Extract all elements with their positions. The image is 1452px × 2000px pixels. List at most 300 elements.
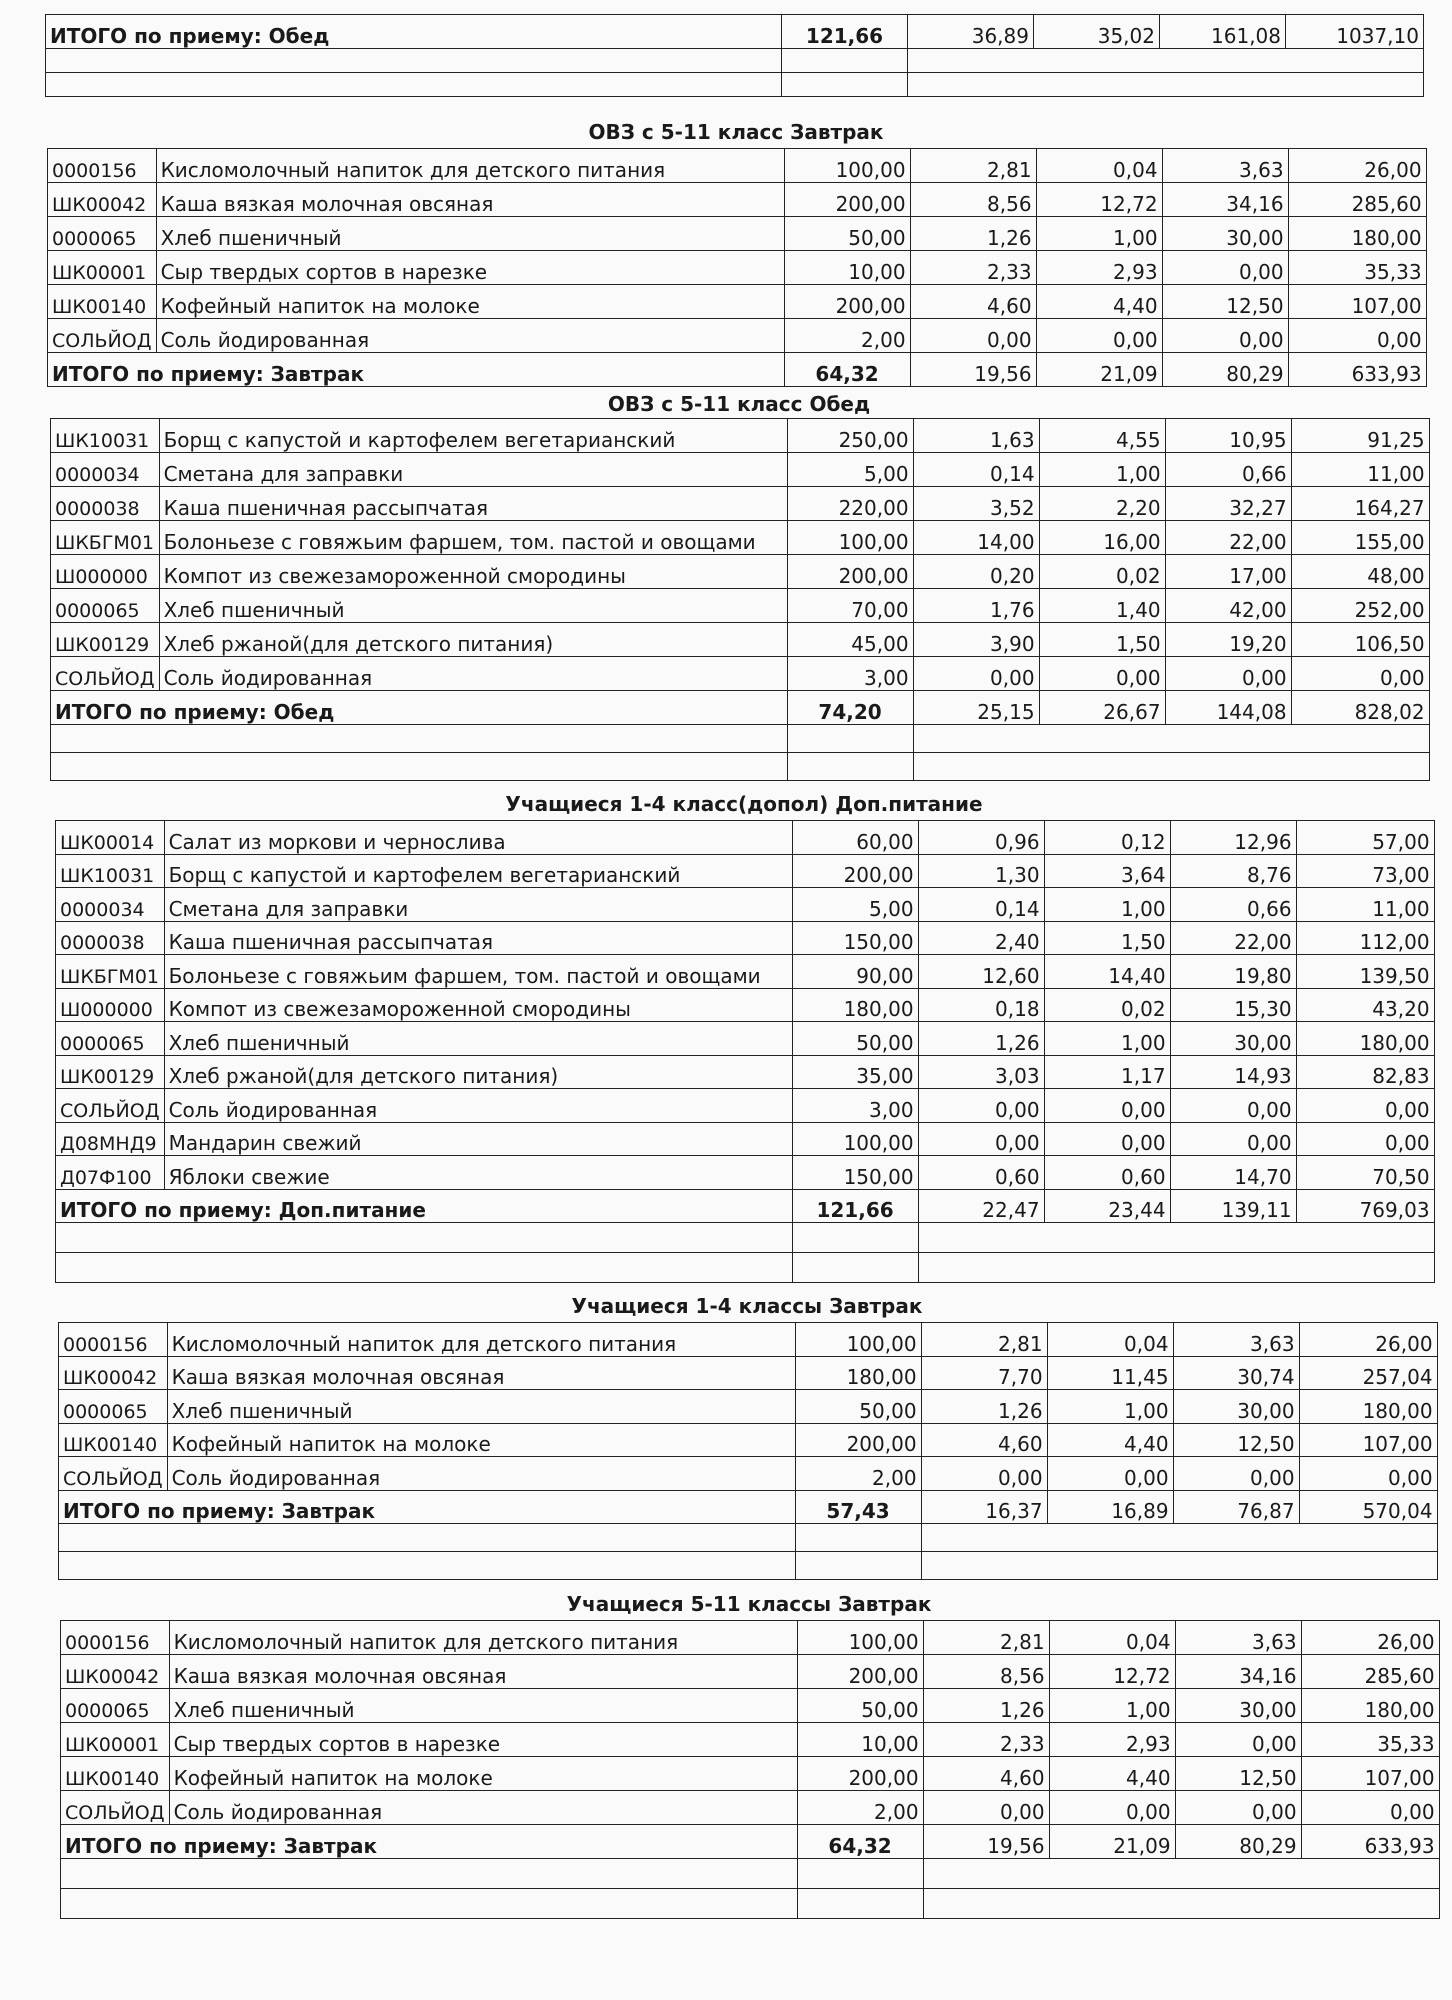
item-value: 2,33 <box>910 251 1036 285</box>
blank-cell <box>795 1552 921 1580</box>
blank-cell <box>908 49 1424 73</box>
item-value: 252,00 <box>1291 589 1429 623</box>
item-value: 0,04 <box>1036 149 1162 183</box>
item-code: ШК00014 <box>56 821 165 855</box>
item-code: ШК00140 <box>48 285 157 319</box>
total-value: 828,02 <box>1291 691 1429 725</box>
item-name: Хлеб пшеничный <box>169 1689 797 1723</box>
blank-cell <box>782 73 908 97</box>
item-name: Хлеб пшеничный <box>164 1022 792 1056</box>
blank-cell <box>51 725 788 753</box>
item-code: 0000156 <box>61 1621 170 1655</box>
item-value: 12,50 <box>1173 1423 1299 1457</box>
item-value: 200,00 <box>797 1655 923 1689</box>
item-code: СОЛЬЙОД <box>61 1791 170 1825</box>
item-value: 2,00 <box>784 319 910 353</box>
item-value: 180,00 <box>795 1356 921 1390</box>
item-name: Соль йодированная <box>167 1457 795 1491</box>
item-value: 0,00 <box>1296 1122 1434 1156</box>
item-value: 12,50 <box>1162 285 1288 319</box>
item-value: 107,00 <box>1288 285 1426 319</box>
item-value: 3,63 <box>1162 149 1288 183</box>
table-row <box>48 149 1427 183</box>
item-value: 43,20 <box>1296 988 1434 1022</box>
total-value: 80,29 <box>1175 1825 1301 1859</box>
item-value: 32,27 <box>1165 487 1291 521</box>
item-name: Хлеб пшеничный <box>156 217 784 251</box>
section-title: Учащиеся 1-4 классы Завтрак <box>571 1294 923 1318</box>
item-value: 3,63 <box>1173 1323 1299 1357</box>
item-value: 2,33 <box>923 1723 1049 1757</box>
item-value: 1,30 <box>918 854 1044 888</box>
table-row <box>51 555 1430 589</box>
blank-cell <box>908 73 1424 97</box>
item-value: 0,14 <box>918 888 1044 922</box>
item-value: 22,00 <box>1170 921 1296 955</box>
blank-cell <box>918 1253 1434 1283</box>
item-value: 1,50 <box>1044 921 1170 955</box>
item-code: ШКБГМ01 <box>51 521 160 555</box>
table-row <box>48 319 1427 353</box>
item-name: Каша пшеничная рассыпчатая <box>164 921 792 955</box>
item-name: Хлеб пшеничный <box>167 1390 795 1424</box>
total-row <box>48 353 1427 387</box>
item-code: ШК00042 <box>48 183 157 217</box>
item-value: 10,95 <box>1165 419 1291 453</box>
item-code: ШК00042 <box>61 1655 170 1689</box>
item-value: 2,81 <box>910 149 1036 183</box>
table-row <box>61 1757 1440 1791</box>
item-value: 16,00 <box>1039 521 1165 555</box>
item-value: 50,00 <box>797 1689 923 1723</box>
item-value: 14,93 <box>1170 1055 1296 1089</box>
item-value: 14,40 <box>1044 955 1170 989</box>
item-code: 0000034 <box>56 888 165 922</box>
total-value: 144,08 <box>1165 691 1291 725</box>
total-value: 121,66 <box>792 1189 918 1223</box>
item-value: 285,60 <box>1301 1655 1439 1689</box>
blank-row <box>51 725 1430 753</box>
table-row <box>61 1689 1440 1723</box>
item-code: Д07Ф100 <box>56 1156 165 1190</box>
item-name: Хлеб ржаной(для детского питания) <box>159 623 787 657</box>
item-value: 0,00 <box>918 1122 1044 1156</box>
item-value: 91,25 <box>1291 419 1429 453</box>
item-value: 30,00 <box>1170 1022 1296 1056</box>
item-code: СОЛЬЙОД <box>51 657 160 691</box>
item-value: 0,02 <box>1039 555 1165 589</box>
item-value: 0,18 <box>918 988 1044 1022</box>
table-row <box>51 453 1430 487</box>
table-row <box>48 251 1427 285</box>
blank-cell <box>797 1889 923 1919</box>
total-label: ИТОГО по приему: Обед <box>46 15 782 49</box>
item-value: 3,90 <box>913 623 1039 657</box>
item-name: Каша вязкая молочная овсяная <box>167 1356 795 1390</box>
section-title: ОВЗ с 5-11 класс Обед <box>607 392 871 416</box>
item-code: 0000065 <box>61 1689 170 1723</box>
total-value: 19,56 <box>923 1825 1049 1859</box>
item-value: 1,00 <box>1039 453 1165 487</box>
blank-cell <box>46 73 782 97</box>
menu-table <box>60 1620 1440 1919</box>
blank-row <box>61 1889 1440 1919</box>
item-value: 106,50 <box>1291 623 1429 657</box>
item-value: 0,00 <box>1036 319 1162 353</box>
item-value: 70,50 <box>1296 1156 1434 1190</box>
item-code: ШК00042 <box>59 1356 168 1390</box>
item-name: Сметана для заправки <box>164 888 792 922</box>
item-value: 200,00 <box>787 555 913 589</box>
table-row <box>56 1122 1435 1156</box>
item-name: Соль йодированная <box>159 657 787 691</box>
item-value: 0,00 <box>1162 251 1288 285</box>
item-value: 2,00 <box>795 1457 921 1491</box>
item-value: 0,00 <box>1175 1723 1301 1757</box>
table-row <box>56 1089 1435 1123</box>
item-value: 4,40 <box>1049 1757 1175 1791</box>
item-value: 0,00 <box>1299 1457 1437 1491</box>
item-value: 34,16 <box>1175 1655 1301 1689</box>
item-value: 57,00 <box>1296 821 1434 855</box>
item-value: 0,20 <box>913 555 1039 589</box>
item-name: Кофейный напиток на молоке <box>156 285 784 319</box>
item-name: Хлеб пшеничный <box>159 589 787 623</box>
item-value: 112,00 <box>1296 921 1434 955</box>
item-code: 0000065 <box>51 589 160 623</box>
blank-row <box>59 1552 1438 1580</box>
item-value: 26,00 <box>1299 1323 1437 1357</box>
total-label: ИТОГО по приему: Доп.питание <box>56 1189 793 1223</box>
item-value: 0,00 <box>1301 1791 1439 1825</box>
item-name: Борщ с капустой и картофелем вегетарианский <box>164 854 792 888</box>
item-value: 3,00 <box>792 1089 918 1123</box>
item-code: 0000065 <box>59 1390 168 1424</box>
blank-cell <box>787 725 913 753</box>
table-row <box>61 1655 1440 1689</box>
item-code: Д08МНД9 <box>56 1122 165 1156</box>
total-value: 74,20 <box>787 691 913 725</box>
item-value: 180,00 <box>1301 1689 1439 1723</box>
item-code: ШК00140 <box>59 1423 168 1457</box>
item-value: 30,74 <box>1173 1356 1299 1390</box>
item-value: 1,26 <box>923 1689 1049 1723</box>
item-value: 1,26 <box>921 1390 1047 1424</box>
section-title: ОВЗ с 5-11 класс Завтрак <box>588 120 884 144</box>
total-row <box>51 691 1430 725</box>
item-value: 0,00 <box>1288 319 1426 353</box>
table-row <box>59 1457 1438 1491</box>
total-value: 161,08 <box>1160 15 1286 49</box>
item-code: СОЛЬЙОД <box>56 1089 165 1123</box>
item-value: 1,00 <box>1044 888 1170 922</box>
item-value: 73,00 <box>1296 854 1434 888</box>
item-value: 2,93 <box>1036 251 1162 285</box>
total-value: 16,37 <box>921 1490 1047 1524</box>
item-value: 3,52 <box>913 487 1039 521</box>
blank-cell <box>923 1859 1439 1889</box>
item-value: 14,00 <box>913 521 1039 555</box>
item-value: 3,00 <box>787 657 913 691</box>
blank-cell <box>792 1223 918 1253</box>
table-row <box>51 419 1430 453</box>
table-row <box>56 1055 1435 1089</box>
item-value: 0,00 <box>1291 657 1429 691</box>
total-row <box>61 1825 1440 1859</box>
item-value: 4,55 <box>1039 419 1165 453</box>
item-value: 12,50 <box>1175 1757 1301 1791</box>
item-value: 1,26 <box>910 217 1036 251</box>
blank-cell <box>56 1223 793 1253</box>
item-value: 8,56 <box>923 1655 1049 1689</box>
item-value: 35,33 <box>1301 1723 1439 1757</box>
item-value: 26,00 <box>1288 149 1426 183</box>
item-value: 22,00 <box>1165 521 1291 555</box>
item-value: 0,00 <box>1049 1791 1175 1825</box>
item-value: 0,14 <box>913 453 1039 487</box>
blank-cell <box>923 1889 1439 1919</box>
item-value: 1,00 <box>1036 217 1162 251</box>
item-value: 200,00 <box>792 854 918 888</box>
item-code: 0000156 <box>59 1323 168 1357</box>
table-row <box>56 988 1435 1022</box>
item-value: 200,00 <box>784 183 910 217</box>
item-value: 4,60 <box>923 1757 1049 1791</box>
item-value: 3,03 <box>918 1055 1044 1089</box>
table-row <box>56 921 1435 955</box>
item-name: Компот из свежезамороженной смородины <box>164 988 792 1022</box>
total-row <box>46 15 1424 49</box>
item-value: 35,33 <box>1288 251 1426 285</box>
item-name: Соль йодированная <box>169 1791 797 1825</box>
table-row <box>56 1156 1435 1190</box>
item-value: 10,00 <box>797 1723 923 1757</box>
item-value: 4,40 <box>1047 1423 1173 1457</box>
table-row <box>59 1323 1438 1357</box>
item-value: 5,00 <box>792 888 918 922</box>
total-value: 121,66 <box>782 15 908 49</box>
item-value: 30,00 <box>1175 1689 1301 1723</box>
section-title: Учащиеся 5-11 классы Завтрак <box>566 1592 932 1616</box>
item-value: 0,00 <box>1044 1089 1170 1123</box>
item-value: 150,00 <box>792 921 918 955</box>
section-title: Учащиеся 1-4 класс(допол) Доп.питание <box>505 792 983 816</box>
item-value: 0,00 <box>1170 1089 1296 1123</box>
item-value: 12,60 <box>918 955 1044 989</box>
item-value: 0,04 <box>1047 1323 1173 1357</box>
item-name: Кисломолочный напиток для детского питания <box>169 1621 797 1655</box>
item-code: СОЛЬЙОД <box>59 1457 168 1491</box>
blank-cell <box>913 725 1429 753</box>
table-row <box>59 1390 1438 1424</box>
menu-table <box>55 820 1435 1283</box>
item-value: 14,70 <box>1170 1156 1296 1190</box>
item-value: 200,00 <box>784 285 910 319</box>
item-value: 0,00 <box>918 1089 1044 1123</box>
item-code: ШК00140 <box>61 1757 170 1791</box>
item-code: Ш000000 <box>56 988 165 1022</box>
item-value: 0,00 <box>1173 1457 1299 1491</box>
item-name: Соль йодированная <box>156 319 784 353</box>
item-code: 0000156 <box>48 149 157 183</box>
item-value: 10,00 <box>784 251 910 285</box>
table-row <box>61 1621 1440 1655</box>
item-value: 180,00 <box>1299 1390 1437 1424</box>
item-value: 100,00 <box>792 1122 918 1156</box>
total-value: 76,87 <box>1173 1490 1299 1524</box>
item-value: 1,50 <box>1039 623 1165 657</box>
total-value: 23,44 <box>1044 1189 1170 1223</box>
total-value: 35,02 <box>1034 15 1160 49</box>
item-value: 107,00 <box>1301 1757 1439 1791</box>
item-value: 50,00 <box>792 1022 918 1056</box>
item-value: 0,00 <box>910 319 1036 353</box>
item-name: Кисломолочный напиток для детского питания <box>167 1323 795 1357</box>
item-value: 139,50 <box>1296 955 1434 989</box>
item-value: 0,00 <box>1039 657 1165 691</box>
item-value: 1,00 <box>1047 1390 1173 1424</box>
blank-row <box>46 73 1424 97</box>
item-name: Болоньезе с говяжьим фаршем, том. пастой и овощами <box>164 955 792 989</box>
item-value: 0,66 <box>1170 888 1296 922</box>
total-value: 25,15 <box>913 691 1039 725</box>
total-value: 64,32 <box>797 1825 923 1859</box>
table-row <box>59 1423 1438 1457</box>
item-code: 0000065 <box>56 1022 165 1056</box>
item-value: 70,00 <box>787 589 913 623</box>
item-value: 0,00 <box>1162 319 1288 353</box>
blank-row <box>61 1859 1440 1889</box>
item-name: Хлеб ржаной(для детского питания) <box>164 1055 792 1089</box>
total-value: 16,89 <box>1047 1490 1173 1524</box>
item-value: 150,00 <box>792 1156 918 1190</box>
item-value: 285,60 <box>1288 183 1426 217</box>
blank-row <box>46 49 1424 73</box>
item-value: 2,93 <box>1049 1723 1175 1757</box>
item-code: ШК10031 <box>51 419 160 453</box>
item-value: 12,96 <box>1170 821 1296 855</box>
item-value: 8,56 <box>910 183 1036 217</box>
table-row <box>51 487 1430 521</box>
item-value: 50,00 <box>795 1390 921 1424</box>
item-code: ШК00001 <box>48 251 157 285</box>
blank-row <box>59 1524 1438 1552</box>
item-value: 100,00 <box>784 149 910 183</box>
blank-cell <box>51 753 788 781</box>
total-value: 1037,10 <box>1286 15 1424 49</box>
table-row <box>51 521 1430 555</box>
item-value: 30,00 <box>1173 1390 1299 1424</box>
item-name: Кофейный напиток на молоке <box>169 1757 797 1791</box>
item-value: 34,16 <box>1162 183 1288 217</box>
item-value: 0,00 <box>1047 1457 1173 1491</box>
item-name: Болоньезе с говяжьим фаршем, том. пастой и овощами <box>159 521 787 555</box>
blank-cell <box>61 1859 798 1889</box>
item-value: 180,00 <box>792 988 918 1022</box>
total-value: 139,11 <box>1170 1189 1296 1223</box>
table-row <box>48 183 1427 217</box>
item-value: 1,26 <box>918 1022 1044 1056</box>
menu-table <box>50 418 1430 781</box>
item-code: 0000034 <box>51 453 160 487</box>
total-value: 80,29 <box>1162 353 1288 387</box>
item-value: 0,96 <box>918 821 1044 855</box>
item-value: 45,00 <box>787 623 913 657</box>
item-value: 42,00 <box>1165 589 1291 623</box>
item-value: 0,00 <box>1165 657 1291 691</box>
blank-cell <box>795 1524 921 1552</box>
item-value: 15,30 <box>1170 988 1296 1022</box>
blank-cell <box>59 1552 796 1580</box>
table-row <box>56 955 1435 989</box>
item-code: 0000038 <box>51 487 160 521</box>
item-name: Борщ с капустой и картофелем вегетарианский <box>159 419 787 453</box>
item-value: 11,00 <box>1296 888 1434 922</box>
item-value: 200,00 <box>797 1757 923 1791</box>
item-value: 48,00 <box>1291 555 1429 589</box>
blank-cell <box>782 49 908 73</box>
item-value: 4,60 <box>921 1423 1047 1457</box>
item-value: 2,00 <box>797 1791 923 1825</box>
item-value: 3,64 <box>1044 854 1170 888</box>
table-row <box>56 821 1435 855</box>
item-value: 19,20 <box>1165 623 1291 657</box>
table-row <box>51 623 1430 657</box>
item-value: 200,00 <box>795 1423 921 1457</box>
item-value: 60,00 <box>792 821 918 855</box>
item-value: 2,81 <box>921 1323 1047 1357</box>
item-code: ШКБГМ01 <box>56 955 165 989</box>
item-name: Каша пшеничная рассыпчатая <box>159 487 787 521</box>
item-value: 50,00 <box>784 217 910 251</box>
item-value: 107,00 <box>1299 1423 1437 1457</box>
blank-cell <box>787 753 913 781</box>
item-value: 1,00 <box>1049 1689 1175 1723</box>
item-value: 250,00 <box>787 419 913 453</box>
blank-cell <box>792 1253 918 1283</box>
item-name: Каша вязкая молочная овсяная <box>169 1655 797 1689</box>
item-name: Компот из свежезамороженной смородины <box>159 555 787 589</box>
blank-cell <box>797 1859 923 1889</box>
item-value: 2,20 <box>1039 487 1165 521</box>
item-name: Кофейный напиток на молоке <box>167 1423 795 1457</box>
item-value: 5,00 <box>787 453 913 487</box>
menu-table <box>58 1322 1438 1580</box>
item-value: 3,63 <box>1175 1621 1301 1655</box>
item-code: ШК00129 <box>56 1055 165 1089</box>
blank-cell <box>918 1223 1434 1253</box>
item-value: 100,00 <box>795 1323 921 1357</box>
blank-row <box>51 753 1430 781</box>
item-value: 1,17 <box>1044 1055 1170 1089</box>
item-value: 0,04 <box>1049 1621 1175 1655</box>
item-value: 100,00 <box>797 1621 923 1655</box>
blank-cell <box>61 1889 798 1919</box>
item-value: 2,40 <box>918 921 1044 955</box>
item-name: Яблоки свежие <box>164 1156 792 1190</box>
table-row <box>51 589 1430 623</box>
item-value: 1,63 <box>913 419 1039 453</box>
table-row <box>48 217 1427 251</box>
menu-table <box>45 14 1424 97</box>
total-label: ИТОГО по приему: Завтрак <box>48 353 785 387</box>
total-value: 36,89 <box>908 15 1034 49</box>
item-value: 180,00 <box>1288 217 1426 251</box>
item-code: 0000065 <box>48 217 157 251</box>
item-value: 164,27 <box>1291 487 1429 521</box>
total-value: 633,93 <box>1288 353 1426 387</box>
item-value: 100,00 <box>787 521 913 555</box>
